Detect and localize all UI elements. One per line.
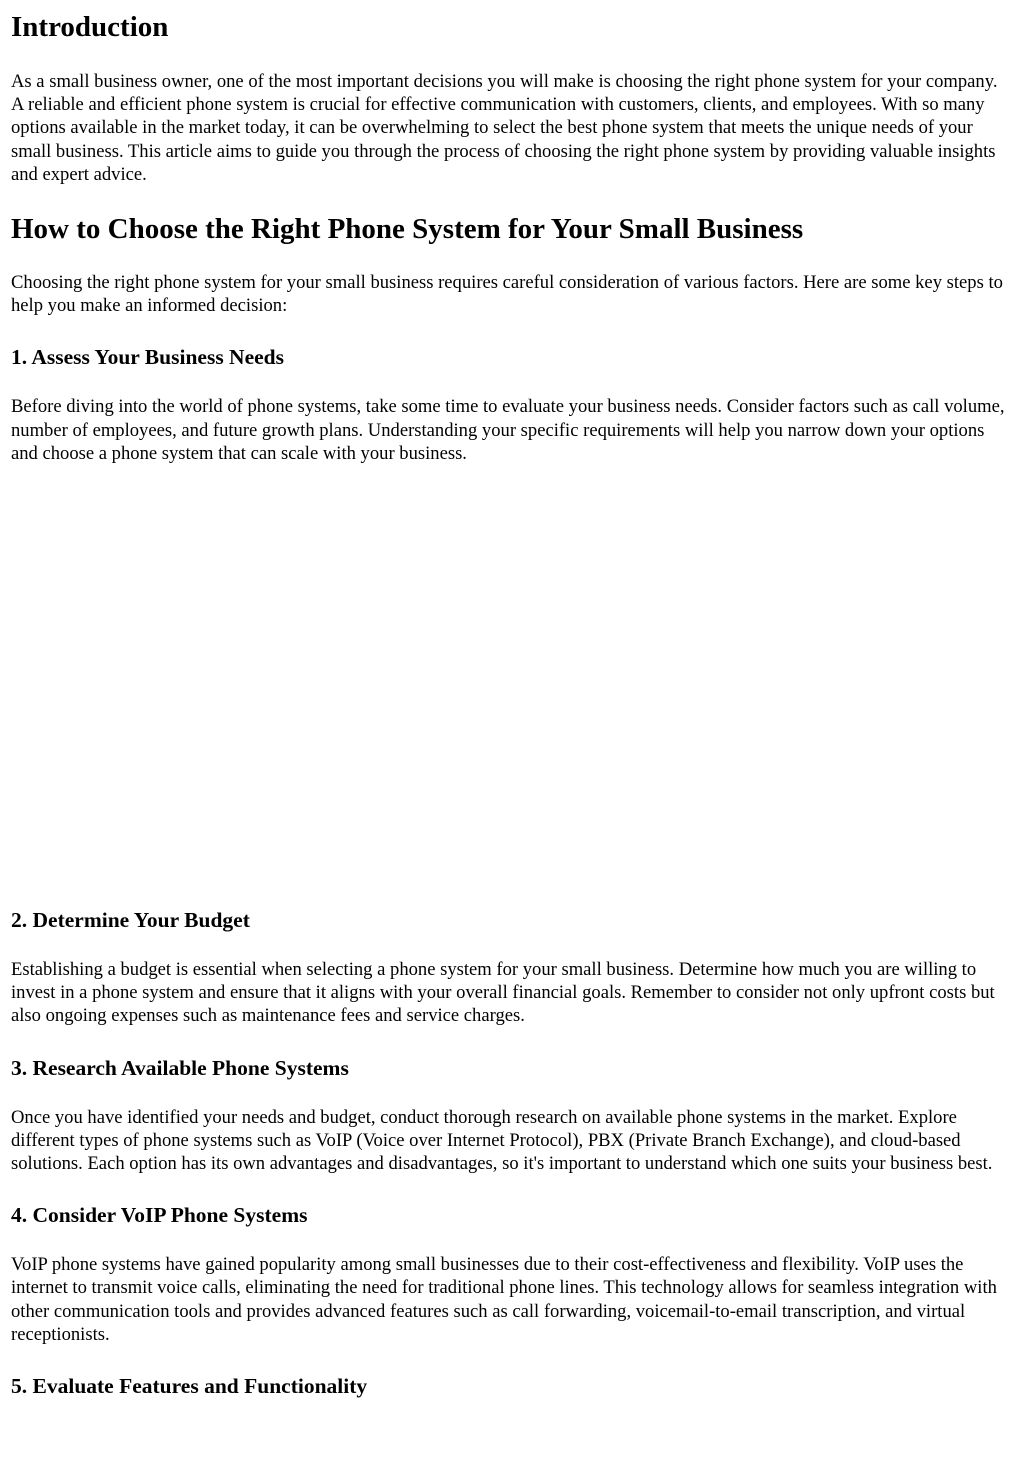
step-1-heading: 1. Assess Your Business Needs: [11, 345, 284, 370]
blank-space: [11, 465, 1013, 907]
step-5-heading: 5. Evaluate Features and Functionality: [11, 1374, 368, 1399]
step-2-heading: 2. Determine Your Budget: [11, 908, 250, 933]
step-4-paragraph: VoIP phone systems have gained popularity among small businesses due to their cost-effectiveness and flexibility. VoIP uses the internet to transmit voice calls, eliminating the need for traditional phone lines. This technology allows for seamless integration with other communication tools and provides advanced features such as call forwarding, voicemail-to-email transcription, and virtual receptionists.: [11, 1254, 997, 1345]
step-4-heading: 4. Consider VoIP Phone Systems: [11, 1203, 308, 1228]
step-3-paragraph: Once you have identified your needs and budget, conduct thorough research on available phone systems in the market. Explore different types of phone systems such as VoIP (Voice over Internet Protocol), PBX (Private Branch Exchange), and cloud-based solutions. Each option has its own advantages and disadvantages, so it's important to understand which one suits your business best.: [11, 1106, 993, 1175]
guide-heading: How to Choose the Right Phone System for Your Small Business: [11, 213, 804, 246]
step-3-heading: 3. Research Available Phone Systems: [11, 1055, 349, 1080]
step-1-paragraph: Before diving into the world of phone systems, take some time to evaluate your business needs. Consider factors such as call volume, number of employees, and future growth plans. Understanding your specific requirements will help you narrow down your options and choose a phone system that can scale with your business.: [11, 396, 1005, 464]
step-2-paragraph: Establishing a budget is essential when selecting a phone system for your small business. Determine how much you are willing to invest in a phone system and ensure that it aligns with your overall financial goals. Remember to consider not only upfront costs but also ongoing expenses such as maintenance fees and service charges.: [11, 959, 995, 1027]
intro-heading: Introduction: [11, 11, 169, 43]
guide-paragraph: Choosing the right phone system for your small business requires careful consideration of various factors. Here are some key steps to help you make an informed decision:: [11, 272, 1003, 317]
intro-paragraph: As a small business owner, one of the most important decisions you will make is choosing the right phone system for your company. A reliable and efficient phone system is crucial for effective communication with customers, clients, and employees. With so many options available in the market today, it can be overwhelming to select the best phone system that meets the unique needs of your small business. This article aims to guide you through the process of choosing the right phone system by providing valuable insights and expert advice.: [11, 71, 998, 185]
article: [0, 10, 1024, 1399]
